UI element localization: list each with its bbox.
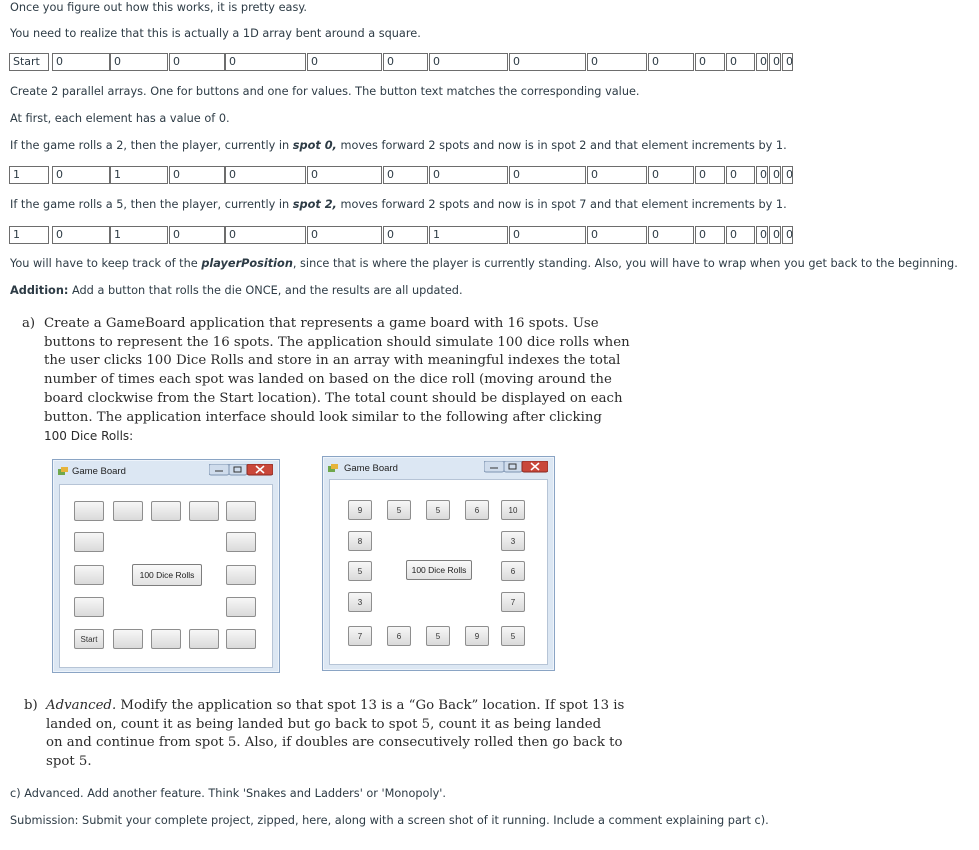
- board-spot[interactable]: [74, 565, 104, 585]
- array-cell: 0: [782, 226, 793, 244]
- array-cell: 0: [509, 226, 586, 244]
- track-post: , since that is where the player is currently standing. Also, you will have to wrap when you get back to the beginning.: [292, 257, 958, 270]
- roll-2-bold: spot 2,: [292, 198, 337, 211]
- board-spot[interactable]: 5: [426, 500, 450, 520]
- addition-text: [10, 283, 463, 299]
- window-controls-icon: [484, 461, 548, 473]
- board-spot[interactable]: 3: [348, 592, 372, 612]
- array-cell: 0: [383, 166, 428, 184]
- array-cell: 0: [52, 53, 110, 71]
- board-spot[interactable]: 6: [501, 561, 525, 581]
- part-a-line: number of times each spot was landed on based on the dice roll (moving around the: [44, 372, 612, 388]
- array-cell: 0: [52, 226, 110, 244]
- array-cell: Start: [9, 53, 49, 71]
- array-cell: 0: [726, 166, 755, 184]
- roll-2-pre: If the game rolls a 5, then the player, currently in: [10, 198, 293, 211]
- board-spot[interactable]: [113, 629, 143, 649]
- roll-1-pre: If the game rolls a 2, then the player, currently in: [10, 139, 293, 152]
- array-cell: 0: [756, 53, 768, 71]
- array-cell: 1: [429, 226, 508, 244]
- roll-1-post: moves forward 2 spots and now is in spot 2 and that element increments by 1.: [336, 139, 787, 152]
- array-cell: 1: [9, 166, 49, 184]
- app-icon: [328, 464, 338, 472]
- array-cell: 0: [110, 53, 168, 71]
- game-board-window-left: [52, 459, 280, 673]
- array-cell: 0: [769, 53, 781, 71]
- array-cell: 0: [695, 226, 725, 244]
- board-spot[interactable]: 5: [348, 561, 372, 581]
- board-spot[interactable]: 10: [501, 500, 525, 520]
- array-cell: 0: [769, 226, 781, 244]
- array-cell: 0: [307, 53, 382, 71]
- part-a-text: [22, 315, 630, 446]
- part-b-text: [24, 697, 624, 772]
- array-start-row: [9, 53, 793, 73]
- board-spot[interactable]: [226, 629, 256, 649]
- window-controls-icon: [209, 464, 273, 476]
- array-cell: 0: [695, 166, 725, 184]
- part-a-line: board clockwise from the Start location). The total count should be displayed on each: [44, 390, 623, 406]
- part-b-marker: b): [24, 698, 38, 713]
- board-spot-start[interactable]: Start: [74, 629, 104, 649]
- board-spot[interactable]: 6: [387, 626, 411, 646]
- part-a-marker: a): [22, 316, 36, 331]
- roll-2-text: [10, 197, 787, 213]
- board-spot[interactable]: 7: [348, 626, 372, 646]
- part-a-line: buttons to represent the 16 spots. The application should simulate 100 dice rolls when: [44, 334, 630, 350]
- board-spot[interactable]: 3: [501, 531, 525, 551]
- array-cell: 0: [756, 226, 768, 244]
- array-cell: 0: [307, 226, 382, 244]
- array-cell: 0: [587, 53, 647, 71]
- board-spot[interactable]: 8: [348, 531, 372, 551]
- part-b-line: on and continue from spot 5. Also, if doubles are consecutively rolled then go back to: [46, 735, 623, 751]
- array-cell: 0: [726, 226, 755, 244]
- part-a-line: the user clicks 100 Dice Rolls and store in an array with meaningful indexes the total: [44, 353, 621, 369]
- array-cell: 0: [383, 53, 428, 71]
- part-a-line: 100 Dice Rolls:: [44, 429, 134, 444]
- board-spot[interactable]: 9: [348, 500, 372, 520]
- addition-body: Add a button that rolls the die ONCE, and the results are all updated.: [68, 284, 463, 297]
- array-cell: 0: [225, 166, 306, 184]
- board-spot[interactable]: [74, 532, 104, 552]
- array-cell: 0: [509, 166, 586, 184]
- roll-1-bold: spot 0,: [292, 139, 337, 152]
- array-cell: 0: [726, 53, 755, 71]
- array-cell: 0: [169, 226, 225, 244]
- array-cell: 0: [648, 53, 694, 71]
- board-spot[interactable]: [226, 532, 256, 552]
- part-a-line: button. The application interface should look similar to the following after clicking: [44, 409, 602, 425]
- array-cell: 0: [587, 166, 647, 184]
- part-b-line: Advanced. Modify the application so that spot 13 is a “Go Back” location. If spot 13 is: [46, 698, 625, 713]
- board-spot[interactable]: 5: [387, 500, 411, 520]
- part-b-line: spot 5.: [46, 754, 92, 770]
- array-cell: 0: [769, 166, 781, 184]
- window-title: Game Board: [344, 463, 398, 474]
- intro-line-2: You need to realize that this is actually a 1D array bent around a square.: [10, 27, 421, 40]
- array-cell: 1: [110, 166, 168, 184]
- board-spot[interactable]: 9: [465, 626, 489, 646]
- array-cell: 1: [110, 226, 168, 244]
- part-a-line: Create a GameBoard application that represents a game board with 16 spots. Use: [44, 316, 599, 331]
- board-spot[interactable]: [189, 501, 219, 521]
- window-client: [329, 479, 548, 665]
- part-c-text: c) Advanced. Add another feature. Think 'Snakes and Ladders' or 'Monopoly'.: [10, 787, 446, 800]
- array-cell: 0: [695, 53, 725, 71]
- roll-100-button[interactable]: 100 Dice Rolls: [132, 564, 202, 586]
- array-cell: 0: [756, 166, 768, 184]
- array-cell: 0: [782, 166, 793, 184]
- submission-text: Submission: Submit your complete project, zipped, here, along with a screen shot of it running. Include a comment explaining part c).: [10, 814, 769, 827]
- array-cell: 0: [383, 226, 428, 244]
- window-client: [59, 484, 273, 668]
- board-spot[interactable]: [151, 501, 181, 521]
- roll-1-text: [10, 138, 787, 154]
- board-spot[interactable]: [226, 565, 256, 585]
- part-b-line: landed on, count it as being landed but go back to spot 5, count it as being landed: [46, 716, 602, 732]
- track-bold: playerPosition: [201, 257, 293, 270]
- board-spot[interactable]: [226, 501, 256, 521]
- initial-value-text: At first, each element has a value of 0.: [10, 112, 230, 125]
- app-icon: [58, 467, 68, 475]
- array-cell: 0: [509, 53, 586, 71]
- array-cell: 0: [225, 226, 306, 244]
- board-spot[interactable]: [226, 597, 256, 617]
- array-cell: 0: [52, 166, 110, 184]
- roll-100-button[interactable]: 100 Dice Rolls: [406, 560, 472, 580]
- array-cell: 0: [225, 53, 306, 71]
- board-spot[interactable]: [74, 597, 104, 617]
- intro-line-1: Once you figure out how this works, it is pretty easy.: [10, 1, 307, 14]
- roll-2-post: moves forward 2 spots and now is in spot 7 and that element increments by 1.: [336, 198, 787, 211]
- track-position-text: [10, 256, 958, 272]
- array-cell: 0: [169, 53, 225, 71]
- board-spot[interactable]: [151, 629, 181, 649]
- array-cell: 0: [648, 226, 694, 244]
- board-spot[interactable]: [189, 629, 219, 649]
- board-spot[interactable]: 5: [501, 626, 525, 646]
- array-cell: 0: [587, 226, 647, 244]
- addition-label: Addition:: [10, 284, 69, 297]
- game-board-window-right: [322, 456, 555, 671]
- parallel-arrays-text: Create 2 parallel arrays. One for buttons and one for values. The button text matches the corresponding value.: [10, 85, 640, 98]
- array-cell: 0: [782, 53, 793, 71]
- array-cell: 0: [307, 166, 382, 184]
- array-cell: 0: [169, 166, 225, 184]
- window-title: Game Board: [72, 466, 126, 477]
- array-roll-2-row: [9, 226, 793, 246]
- board-spot[interactable]: [74, 501, 104, 521]
- array-cell: 0: [429, 166, 508, 184]
- array-roll-1-row: [9, 166, 793, 186]
- board-spot[interactable]: 6: [465, 500, 489, 520]
- board-spot[interactable]: 5: [426, 626, 450, 646]
- array-cell: 0: [429, 53, 508, 71]
- board-spot[interactable]: [113, 501, 143, 521]
- track-pre: You will have to keep track of the: [10, 257, 202, 270]
- array-cell: 0: [648, 166, 694, 184]
- array-cell: 1: [9, 226, 49, 244]
- board-spot[interactable]: 7: [501, 592, 525, 612]
